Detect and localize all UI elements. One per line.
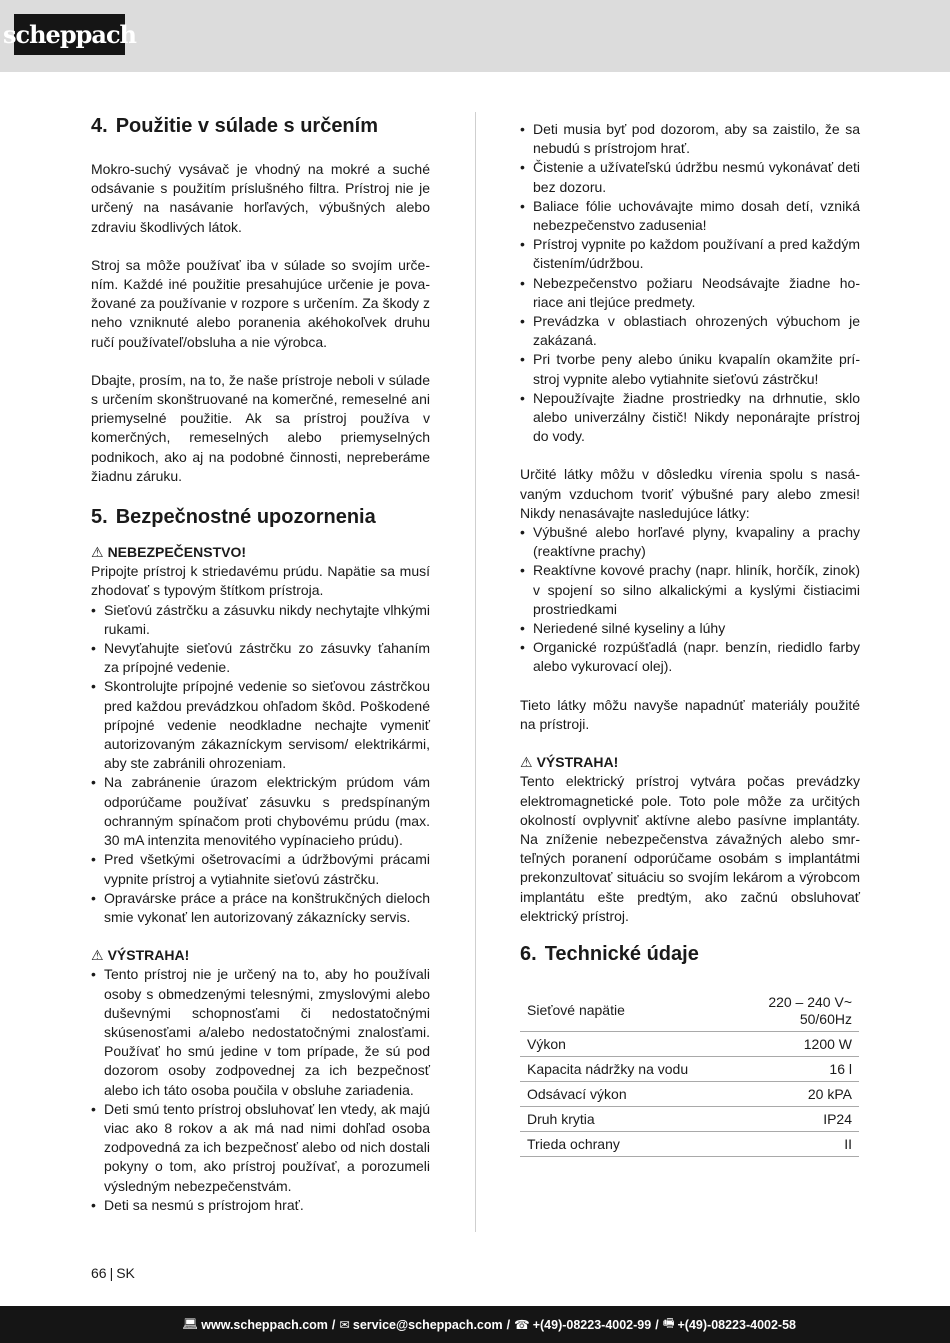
list-item: • Čistenie a užívateľskú údržbu nesmú vykonávať deti bez dozoru. <box>520 158 860 196</box>
emf-warning-text: Tento elektrický prístroj vytvára počas prevádzky elektromagnetické pole. Toto pole môže za určitých okolností ovplyvniť aktívne alebo pasívne implantáty. Na zníženie nebezpečenstva závažných alebo smrteľných poranení odporúčame osobám s implantátmi prekonzultovať situáciu so svojím lekárom a výrobcom implantátu ešte predtým, ako začnú obsluhovať elektrický prístroj. <box>520 773 860 924</box>
list-item: • Neriedené silné kyseliny a lúhy <box>520 619 860 638</box>
list-item: • Prevádzka v oblastiach ohrozených výbuchom je zakázaná. <box>520 312 860 350</box>
list-item: • Prístroj vypnite po každom používaní a pred každým čistením/údržbou. <box>520 235 860 273</box>
fax-icon: 🖷︎ <box>662 1316 675 1330</box>
spec-label: Výkon <box>527 1035 566 1052</box>
emf-warning-heading: ⚠ VÝSTRAHA! <box>520 753 860 772</box>
substances-list <box>520 523 860 677</box>
spec-value: 220 – 240 V~ 50/60Hz <box>768 993 852 1027</box>
danger-intro: Pripojte prístroj k striedavému prúdu. Napätie sa musí zhodovať s typovým štítkom prístroja. <box>91 563 430 599</box>
list-item: • Baliace fólie uchovávajte mimo dosah detí, vzniká nebezpečenstvo zadusenia! <box>520 197 860 235</box>
list-item: • Na zabránenie úrazom elektrickým prúdom vám odporúčame používať zásuvku s predspínaným ochranným spínačom proti chybovému prúdu (max. 30 mA intenzita menovitého vypínacieho prúdu). <box>91 773 430 850</box>
danger-heading: ⚠ NEBEZPEČENSTVO! <box>91 543 430 562</box>
spec-label: Odsávací výkon <box>527 1085 627 1102</box>
spec-label: Kapacita nádržky na vodu <box>527 1060 689 1077</box>
list-item: • Nebezpečenstvo požiaru Neodsávajte žiadne horiace ani tlejúce predmety. <box>520 274 860 312</box>
section-4-heading: 4. Použitie v súlade s určením <box>91 115 378 137</box>
table-row <box>520 1056 859 1081</box>
list-item: • Pred všetkými ošetrovacími a údržbovými prácami vypnite prístroj a vytiahnite sieťovú zástrčku. <box>91 850 430 888</box>
email-icon: ✉︎ <box>339 1318 350 1332</box>
contact-footer: 💻︎ www.scheppach.com / ✉︎ service@scheppach.com / ☎︎ +(49)-08223-4002-99 / 🖷︎ +(49)-08223-4002-58 <box>0 1306 950 1343</box>
website-link[interactable]: www.scheppach.com <box>201 1317 328 1332</box>
warning-list-continued <box>520 120 860 446</box>
list-item: • Pri tvorbe peny alebo úniku kvapalín okamžite prístroj vypnite alebo vytiahnite sieťovú zástrčku! <box>520 350 860 388</box>
technical-data-table <box>520 990 859 1157</box>
phone-number: +(49)-08223-4002-99 <box>532 1317 652 1332</box>
warning-triangle-icon: ⚠ <box>91 947 104 964</box>
list-item: • Tento prístroj nie je určený na to, aby ho používali osoby s obmedzenými telesnými, zmyslovými alebo duševnými schopnosťami či nedostatočnými skúsenosťami a/alebo nedostatočnými znalosťami. Používať ho smú jedine v tom prípade, že sú pod dozorom osoby zodpovednej za ich bezpečnosť alebo ich táto osoba poučila v obsluhe zariadenia. <box>91 965 430 1099</box>
section-6-heading: 6. Technické údaje <box>520 942 699 965</box>
section-4-paragraph: Dbajte, prosím, na to, že naše prístroje neboli v súlade s určením skonštruované na komerčné, remeselné ani priemyselné použitie. Ak sa prístroj používa v komerčných, remeselných alebo priemyselných podnikoch, ako aj na podobné činnosti, nepreberáme žiadnu záruku. <box>91 371 430 484</box>
spec-label: Druh krytia <box>527 1110 595 1127</box>
fax-number: +(49)-08223-4002-58 <box>677 1317 796 1332</box>
spec-label: Sieťové napätie <box>527 1002 625 1019</box>
warning-heading: ⚠ VÝSTRAHA! <box>91 946 430 965</box>
substances-intro: Určité látky môžu v dôsledku vírenia spolu s nasávaným vzduchom tvoriť výbušné pary alebo zmesi! Nikdy nenasávajte nasledujúce látky: <box>520 466 860 521</box>
spec-value: II <box>844 1135 852 1152</box>
column-divider <box>475 112 476 1232</box>
list-item: • Nevyťahujte sieťovú zástrčku zo zásuvky ťahaním za prípojné vedenie. <box>91 639 430 677</box>
section-4-paragraph: Mokro-suchý vysávač je vhodný na mokré a suché odsávanie s použitím príslušného filtra. Prístroj nie je určený na nasávanie horľavých, výbušných alebo zdraviu škodlivých látok. <box>91 161 430 235</box>
list-item: • Sieťovú zástrčku a zásuvku nikdy nechytajte vlhkými rukami. <box>91 601 430 639</box>
spec-label: Trieda ochrany <box>527 1135 620 1152</box>
danger-list <box>91 601 430 927</box>
list-item: • Opravárske práce a práce na konštrukčných dieloch smie vykonať len autorizovaný zákaznícky servis. <box>91 889 430 927</box>
table-row <box>520 990 859 1032</box>
list-item: • Deti musia byť pod dozorom, aby sa zaistilo, že sa nebudú s prístrojom hrať. <box>520 120 860 158</box>
list-item: • Organické rozpúšťadlá (napr. benzín, riedidlo farby alebo vykurovací olej). <box>520 638 860 676</box>
list-item: • Výbušné alebo horľavé plyny, kvapaliny a prachy (reaktívne prachy) <box>520 523 860 561</box>
section-5-heading: 5. Bezpečnostné upozornenia <box>91 506 376 529</box>
right-column <box>520 120 860 1157</box>
table-row <box>520 1081 859 1106</box>
phone-icon: ☎︎ <box>514 1318 530 1332</box>
list-item: • Deti sa nesmú s prístrojom hrať. <box>91 1196 430 1215</box>
page-number: 66 | SK <box>91 1265 135 1281</box>
list-item: • Reaktívne kovové prachy (napr. hliník, horčík, zinok) v spojení so silno alkalickými a kyslými čistiacimi prostriedkami <box>520 561 860 619</box>
spec-value: 16 l <box>829 1060 852 1077</box>
table-row <box>520 1106 859 1131</box>
laptop-icon: 💻︎ <box>182 1317 199 1331</box>
warning-triangle-icon: ⚠ <box>520 754 533 771</box>
warning-list <box>91 965 430 1215</box>
section-4-paragraph: Stroj sa môže používať iba v súlade so svojím určením. Každé iné použitie presahujúce určenie je považované za používanie v rozpore s určením. Za škody z neho vzniknuté alebo poranenia akéhokoľvek druhu ručí používateľ/obsluha a nie výrobca. <box>91 256 430 350</box>
list-item: • Skontrolujte prípojné vedenie so sieťovou zástrčkou pred každou prevádzkou ohľadom škôd. Poškodené prípojné vedenie neodkladne nechajte vymeniť autorizovaným zákazníckym servisom/ elektrikármi, aby ste zabránili ohrozeniam. <box>91 677 430 773</box>
substances-outro: Tieto látky môžu navyše napadnúť materiály použité na prístroji. <box>520 696 860 732</box>
scheppach-logo: scheppach <box>14 14 125 55</box>
spec-value: 1200 W <box>803 1035 852 1052</box>
spec-value: 20 kPA <box>807 1085 852 1102</box>
warning-triangle-icon: ⚠ <box>91 544 104 561</box>
spec-value: IP24 <box>823 1110 852 1127</box>
list-item: • Deti smú tento prístroj obsluhovať len vtedy, ak majú viac ako 8 rokov a ak má nad nimi dohľad osoba zodpovedná za ich bezpečnosť alebo od nich dostali pokyny o tom, ako prístroj používať, a porozumeli výsledným nebezpečenstvám. <box>91 1100 430 1196</box>
email-link[interactable]: service@scheppach.com <box>352 1317 503 1332</box>
table-row <box>520 1031 859 1056</box>
list-item: • Nepoužívajte žiadne prostriedky na drhnutie, sklo alebo univerzálny čistič! Nikdy neponárajte prístroj do vody. <box>520 389 860 447</box>
table-row <box>520 1131 859 1156</box>
left-column <box>91 112 430 1215</box>
page-header <box>0 0 950 72</box>
